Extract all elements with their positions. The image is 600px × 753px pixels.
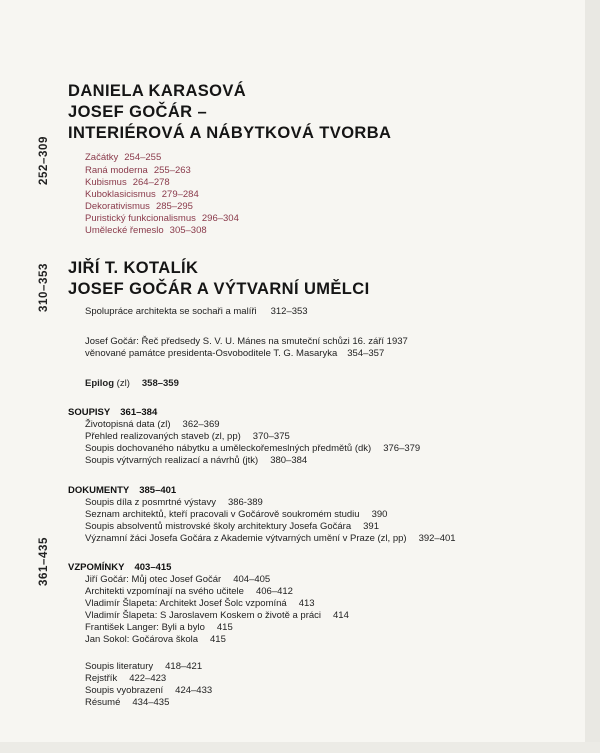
part2-author: JIŘÍ T. KOTALÍK [68,259,199,277]
toc-item [85,213,239,224]
toc-item [85,225,207,236]
margin-range-part1: 252–309 [38,136,50,185]
part1-title-line2: INTERIÉROVÁ A NÁBYTKOVÁ TVORBA [68,124,392,142]
toc-item-label: Soupis výtvarných realizací a návrhů (jtk) [85,455,259,466]
section-soupisy [68,407,157,418]
page-edge-bottom [0,742,600,753]
toc-item-label: František Langer: Byli a bylo [85,622,205,633]
toc-item-pages: 376–379 [383,443,421,454]
page-edge-right [585,0,600,753]
toc-item [85,152,161,163]
section-title: SOUPISY [68,407,111,418]
section-title: DOKUMENTY [68,485,130,496]
toc-item-label: Architekti vzpomínají na svého učitele [85,586,244,597]
toc-item-label: Spolupráce architekta se sochaři a malíři [85,306,257,317]
epilog-pages: 358–359 [141,378,179,389]
toc-item [85,443,420,454]
toc-item-pages: 264–278 [132,177,170,188]
toc-item [85,165,191,176]
epilog-label: Epilog [85,378,115,389]
toc-item-pages: 424–433 [175,685,213,696]
toc-item [85,431,290,442]
toc-item [85,586,293,597]
toc-item [85,598,315,609]
section-pages: 403–415 [134,562,172,573]
toc-item [85,189,199,200]
toc-item [85,521,379,532]
toc-item-label: Résumé [85,697,121,708]
toc-item-label: Umělecké řemeslo [85,225,164,236]
toc-item-pages: 370–375 [252,431,290,442]
toc-item-label: Soupis absolventů mistrovské školy architektury Josefa Gočára [85,521,352,532]
toc-item-label: Raná moderna [85,165,148,176]
toc-item [85,610,349,621]
toc-item [85,419,220,430]
toc-item-label: Soupis dochovaného nábytku a uměleckořemeslných předmětů (dk) [85,443,372,454]
section-title: VZPOMÍNKY [68,562,125,573]
toc-item [85,673,166,684]
toc-item [85,697,169,708]
toc-item [85,509,387,520]
toc-item [85,306,308,317]
toc-item-label: Začátky [85,152,119,163]
toc-item-pages: 255–263 [153,165,191,176]
toc-item-pages: 422–423 [129,673,167,684]
toc-item-label: Vladimír Šlapeta: S Jaroslavem Koskem o životě a práci [85,610,322,621]
speech-line2 [85,348,384,359]
part1-title-line1: JOSEF GOČÁR – [68,103,208,121]
toc-item-pages: 404–405 [233,574,271,585]
toc-item [85,177,170,188]
toc-item [85,622,233,633]
toc-item-pages: 362–369 [182,419,220,430]
toc-item-label: Životopisná data (zl) [85,419,171,430]
section-pages: 361–384 [120,407,158,418]
section-dokumenty [68,485,176,496]
toc-item-pages: 285–295 [155,201,193,212]
toc-item-label: Soupis vyobrazení [85,685,164,696]
toc-item-label: Soupis díla z posmrtné výstavy [85,497,216,508]
epilog-entry [85,378,179,389]
toc-item-pages: 386-389 [227,497,263,508]
toc-item-pages: 279–284 [161,189,199,200]
toc-item-pages: 392–401 [418,533,456,544]
toc-item [85,574,270,585]
toc-item-label: Přehled realizovaných staveb (zl, pp) [85,431,241,442]
toc-item [85,497,263,508]
toc-item-pages: 415 [216,622,233,633]
speech-line1: Josef Gočár: Řeč předsedy S. V. U. Mánes na smuteční schůzi 16. září 1937 [85,336,408,347]
toc-item-label: Seznam architektů, kteří pracovali v Gočárově soukromém studiu [85,509,360,520]
toc-item-label: Jiří Gočár: Můj otec Josef Gočár [85,574,222,585]
toc-item-pages: 305–308 [169,225,207,236]
margin-range-appendix: 361–435 [38,537,50,586]
epilog-note: (zl) [116,378,130,389]
toc-item-label: Kubismus [85,177,127,188]
toc-item-pages: 415 [210,634,226,645]
toc-item-pages: 414 [333,610,349,621]
toc-item-label: Významní žáci Josefa Gočára z Akademie výtvarných umění v Praze (zl, pp) [85,533,407,544]
toc-item-label: Rejstřík [85,673,118,684]
toc-item [85,661,202,672]
toc-item [85,201,193,212]
toc-item [85,455,307,466]
part2-title: JOSEF GOČÁR A VÝTVARNÍ UMĚLCI [68,280,370,298]
toc-item-pages: 296–304 [201,213,239,224]
toc-item-label: Soupis literatury [85,661,154,672]
section-vzpominky [68,562,171,573]
toc-item-pages: 418–421 [165,661,203,672]
toc-item [85,533,456,544]
margin-range-part2: 310–353 [38,263,50,312]
toc-item-label: Kuboklasicismus [85,189,156,200]
part1-author: DANIELA KARASOVÁ [68,82,247,100]
toc-item-pages: 312–353 [270,306,308,317]
toc-item-pages: 391 [363,521,379,532]
toc-item-pages: 380–384 [270,455,308,466]
toc-item-pages: 254–255 [124,152,162,163]
toc-item-label: Vladimír Šlapeta: Architekt Josef Šolc vzpomíná [85,598,287,609]
toc-item-label: Puristický funkcionalismus [85,213,196,224]
toc-item-pages: 413 [298,598,315,609]
toc-item [85,685,212,696]
toc-item-pages: 354–357 [347,348,385,359]
toc-item-label: Dekorativismus [85,201,150,212]
toc-item-label: Jan Sokol: Gočárova škola [85,634,199,645]
toc-item-pages: 390 [371,509,388,520]
toc-item-label: věnované památce presidenta-Osvoboditele T. G. Masaryka [85,348,338,359]
toc-item-pages: 434–435 [132,697,170,708]
toc-item [85,634,226,645]
section-pages: 385–401 [139,485,177,496]
toc-item-pages: 406–412 [255,586,293,597]
